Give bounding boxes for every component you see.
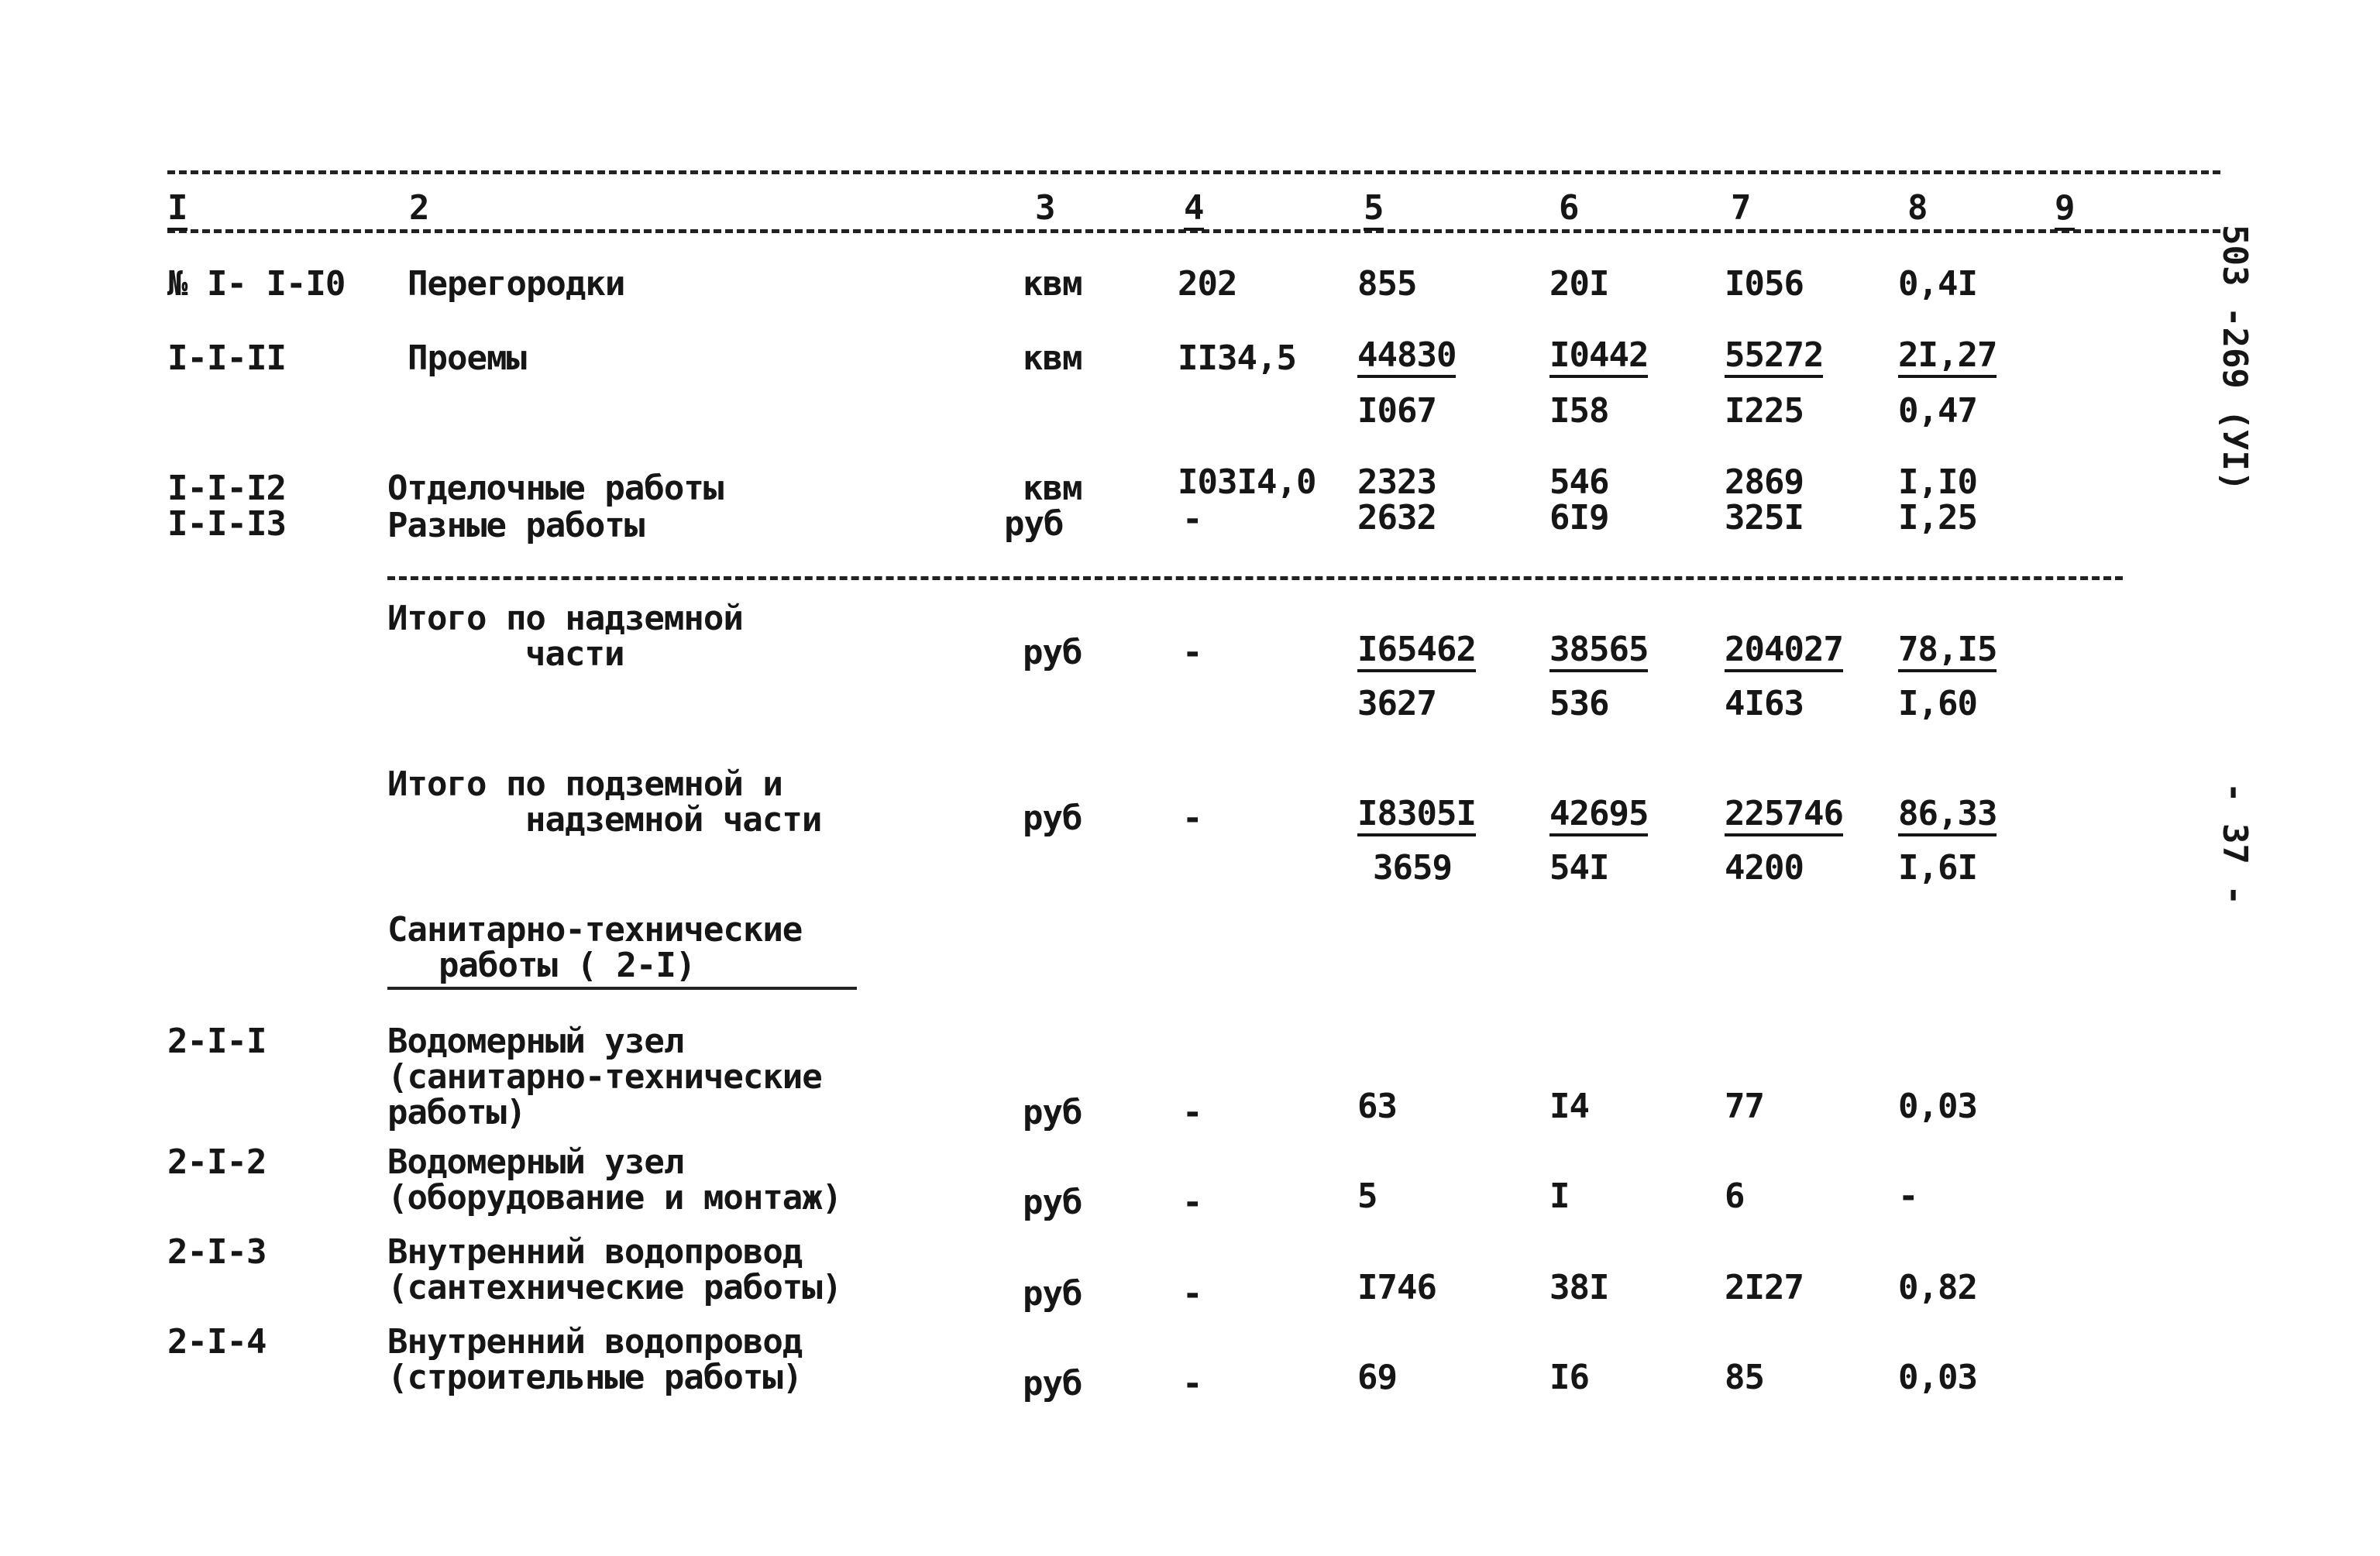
row-col7: 2869 bbox=[1725, 462, 1804, 502]
row-col7: 325I bbox=[1725, 498, 1804, 538]
row-name-line2: (оборудование и монтаж) bbox=[387, 1178, 842, 1218]
total-qty: - bbox=[1182, 799, 1202, 838]
row-col7: 6 bbox=[1725, 1176, 1745, 1216]
total-col5-sub: 3627 bbox=[1357, 684, 1436, 723]
row-col7: 77 bbox=[1725, 1087, 1764, 1126]
total-name-line1: Итого по надземной bbox=[387, 599, 743, 638]
row-code: 2-I-I bbox=[167, 1022, 267, 1061]
row-name: Отделочные работы bbox=[387, 469, 724, 508]
section-heading-line2: работы ( 2-I) bbox=[439, 946, 696, 985]
row-qty: - bbox=[1182, 1093, 1202, 1132]
row-col6-sub: I58 bbox=[1549, 391, 1609, 431]
total-name-line2: надземной части bbox=[525, 800, 822, 840]
total-unit: руб bbox=[1023, 633, 1082, 672]
row-col6: I bbox=[1549, 1176, 1570, 1216]
row-name: Разные работы bbox=[387, 506, 645, 545]
total-col8: 78,I5 bbox=[1898, 632, 1997, 672]
row-unit: квм bbox=[1023, 264, 1082, 304]
row-name-line3: работы) bbox=[387, 1093, 526, 1132]
row-name-line1: Водомерный узел bbox=[387, 1142, 684, 1182]
row-col8: - bbox=[1898, 1176, 1918, 1216]
row-col8: I,I0 bbox=[1898, 462, 1977, 502]
col-header-4: 4 bbox=[1184, 191, 1204, 231]
total-col8-sub: I,60 bbox=[1898, 684, 1977, 723]
row-col6: 546 bbox=[1549, 462, 1609, 502]
row-name-line1: Внутренний водопровод bbox=[387, 1322, 803, 1362]
row-qty: II34,5 bbox=[1178, 338, 1296, 378]
row-name: Проемы bbox=[408, 338, 526, 378]
row-col6: I6 bbox=[1549, 1358, 1589, 1397]
row-col8: I,25 bbox=[1898, 498, 1977, 538]
col-header-7: 7 bbox=[1731, 188, 1751, 228]
row-col7: 85 bbox=[1725, 1358, 1764, 1397]
total-col6-sub: 536 bbox=[1549, 684, 1609, 723]
row-col7-sub: I225 bbox=[1725, 391, 1804, 431]
row-code: I-I-II bbox=[167, 338, 286, 378]
row-col5: 63 bbox=[1357, 1087, 1397, 1126]
row-col5: 855 bbox=[1357, 264, 1417, 304]
row-name: Перегородки bbox=[408, 264, 625, 304]
row-col5: I746 bbox=[1357, 1268, 1436, 1307]
row-col5: 2632 bbox=[1357, 498, 1436, 538]
document-code: 503 -269 (УI) bbox=[2215, 225, 2254, 492]
total-col6-sub: 54I bbox=[1549, 848, 1609, 888]
row-col8: 0,03 bbox=[1898, 1358, 1977, 1397]
total-name-line2: части bbox=[525, 634, 624, 674]
total-col7: 225746 bbox=[1725, 796, 1843, 836]
total-col6: 42695 bbox=[1549, 796, 1648, 836]
col-header-9: 9 bbox=[2055, 191, 2075, 231]
total-col6: 38565 bbox=[1549, 632, 1648, 672]
row-code: I-I-I3 bbox=[167, 504, 286, 544]
total-col5-sub: 3659 bbox=[1373, 848, 1452, 888]
row-col6: 38I bbox=[1549, 1268, 1609, 1307]
total-col8: 86,33 bbox=[1898, 796, 1997, 836]
row-code: № I- I-I0 bbox=[167, 264, 346, 304]
section-heading-line1: Санитарно-технические bbox=[387, 910, 803, 950]
row-qty: - bbox=[1182, 1183, 1202, 1222]
row-code: I-I-I2 bbox=[167, 469, 286, 508]
row-col8: 0,03 bbox=[1898, 1087, 1977, 1126]
total-unit: руб bbox=[1023, 799, 1082, 838]
col-header-1: I bbox=[167, 191, 187, 231]
row-unit: руб bbox=[1023, 1093, 1082, 1132]
total-qty: - bbox=[1182, 633, 1202, 672]
row-col5: 5 bbox=[1357, 1176, 1377, 1216]
row-col6: 6I9 bbox=[1549, 498, 1609, 538]
row-unit: руб bbox=[1023, 1364, 1082, 1403]
row-qty: - bbox=[1182, 500, 1202, 539]
row-unit: руб bbox=[1023, 1183, 1082, 1222]
col-header-6: 6 bbox=[1559, 188, 1579, 228]
row-unit: руб bbox=[1023, 1274, 1082, 1314]
total-col8-sub: I,6I bbox=[1898, 848, 1977, 888]
row-qty: - bbox=[1182, 1274, 1202, 1314]
row-unit: руб bbox=[1004, 504, 1064, 544]
row-col7: 2I27 bbox=[1725, 1268, 1804, 1307]
total-name-line1: Итого по подземной и bbox=[387, 764, 782, 804]
row-col6: I4 bbox=[1549, 1087, 1589, 1126]
col-header-2: 2 bbox=[409, 188, 429, 228]
total-col7-sub: 4I63 bbox=[1725, 684, 1804, 723]
row-name-line2: (строительные работы) bbox=[387, 1358, 803, 1397]
row-qty: 202 bbox=[1178, 264, 1237, 304]
col-header-8: 8 bbox=[1907, 188, 1928, 228]
row-col6: 20I bbox=[1549, 264, 1609, 304]
row-col8: 0,82 bbox=[1898, 1268, 1977, 1307]
row-name-line1: Внутренний водопровод bbox=[387, 1232, 803, 1272]
page-number: - 37 - bbox=[2215, 782, 2254, 905]
row-code: 2-I-3 bbox=[167, 1232, 267, 1272]
subtotal-rule bbox=[387, 576, 2123, 580]
row-qty: I03I4,0 bbox=[1178, 462, 1316, 502]
row-unit: квм bbox=[1023, 338, 1082, 378]
total-col7: 204027 bbox=[1725, 632, 1843, 672]
row-col5: 69 bbox=[1357, 1358, 1397, 1397]
row-qty: - bbox=[1182, 1364, 1202, 1403]
row-col6: I0442 bbox=[1549, 338, 1648, 378]
total-col5: I8305I bbox=[1357, 796, 1476, 836]
row-name-line2: (санитарно-технические bbox=[387, 1057, 822, 1097]
col-header-5: 5 bbox=[1364, 191, 1384, 231]
row-col8: 0,4I bbox=[1898, 264, 1977, 304]
row-col5: 2323 bbox=[1357, 462, 1436, 502]
section-heading-underline bbox=[387, 987, 857, 990]
row-code: 2-I-2 bbox=[167, 1142, 267, 1182]
row-col7: I056 bbox=[1725, 264, 1804, 304]
total-col5: I65462 bbox=[1357, 632, 1476, 672]
row-col5-sub: I067 bbox=[1357, 391, 1436, 431]
row-col7: 55272 bbox=[1725, 338, 1823, 378]
row-unit: квм bbox=[1023, 469, 1082, 508]
row-col8: 2I,27 bbox=[1898, 338, 1997, 378]
row-col8-sub: 0,47 bbox=[1898, 391, 1977, 431]
row-col5: 44830 bbox=[1357, 338, 1456, 378]
col-header-3: 3 bbox=[1035, 188, 1055, 228]
row-name-line1: Водомерный узел bbox=[387, 1022, 684, 1061]
header-top-rule bbox=[167, 170, 2220, 174]
total-col7-sub: 4200 bbox=[1725, 848, 1804, 888]
row-name-line2: (сантехнические работы) bbox=[387, 1268, 842, 1307]
row-code: 2-I-4 bbox=[167, 1322, 267, 1362]
